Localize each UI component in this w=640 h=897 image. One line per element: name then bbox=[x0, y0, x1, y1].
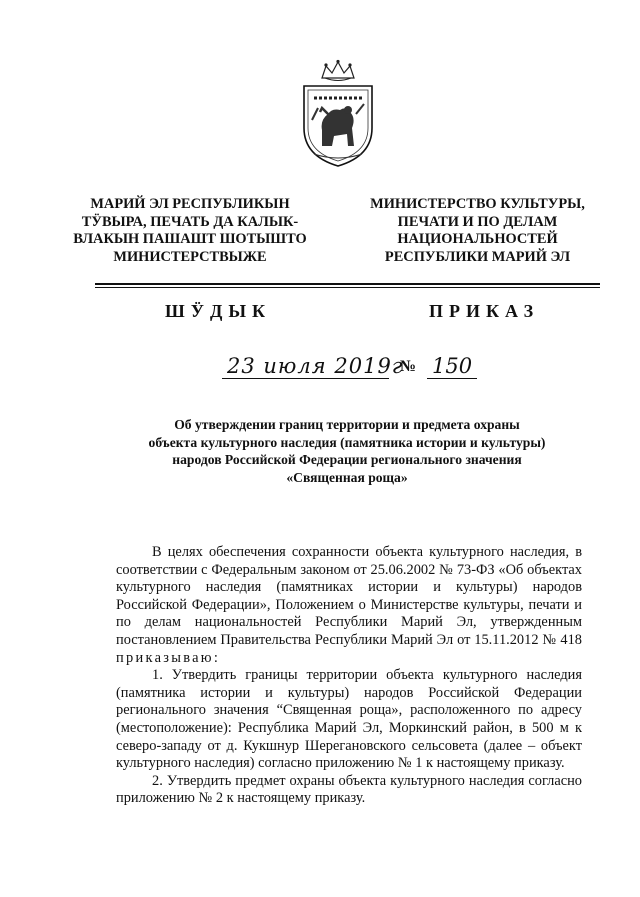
coat-of-arms-icon bbox=[292, 58, 384, 170]
header-right-line: МИНИСТЕРСТВО КУЛЬТУРЫ, bbox=[370, 196, 585, 212]
title-line: объекта культурного наследия (памятника истории и культуры) bbox=[148, 434, 546, 450]
header-right-line: НАЦИОНАЛЬНОСТЕЙ bbox=[397, 231, 558, 247]
title-line: народов Российской Федерации регионального значения bbox=[172, 452, 522, 468]
intro-text: В целях обеспечения сохранности объекта культурного наследия, в соответствии с Федеральным законом от 25.06.2002 № 73-ФЗ «Об объектах культурного наследия (памятниках истории и культуры) народов Российской Федерации», Положением о Министерстве культуры, печати и по делам национальностей Республики Марий Эл, утвержденным постановлением Правительства Республики Марий Эл от 15.11.2012 № 418 bbox=[116, 544, 582, 648]
header-divider-thin bbox=[95, 287, 600, 288]
header-left-line: МАРИЙ ЭЛ РЕСПУБЛИКЫН bbox=[90, 196, 290, 212]
title-line: «Священная роща» bbox=[286, 469, 408, 485]
order-body bbox=[116, 544, 582, 808]
number-underline bbox=[427, 378, 477, 379]
ministry-name-russian bbox=[355, 196, 600, 266]
decree-word: приказываю: bbox=[116, 649, 221, 666]
header-right-line: РЕСПУБЛИКИ МАРИЙ ЭЛ bbox=[384, 248, 571, 265]
header-left-line: МИНИСТЕРСТВЫЖЕ bbox=[113, 248, 267, 265]
order-number-handwritten: 150 bbox=[432, 354, 473, 378]
doc-type-russian: ПРИКАЗ bbox=[429, 301, 540, 321]
item-1-paragraph: 1. Утвердить границы территории объекта культурного наследия (памятника истории и культуры) народов Российской Федерации регионального значения “Священная роща», расположенного по адресу (местоположение): Республика Марий Эл, Моркинский район, в 500 м к северо-западу от д. Кукшнур Шерегановского сельсовета (далее – объект культурного наследия) согласно приложению № 1 к настоящему приказу. bbox=[116, 667, 582, 772]
header-left-line: ТӰВЫРА, ПЕЧАТЬ ДА КАЛЫК- bbox=[81, 213, 299, 230]
ministry-name-mari bbox=[70, 196, 310, 266]
item-2-paragraph: 2. Утвердить предмет охраны объекта культурного наследия согласно приложению № 2 к настоящему приказу. bbox=[116, 772, 582, 807]
intro-paragraph bbox=[116, 544, 582, 667]
header-left-line: ВЛАКЫН ПАШАШТ ШОТЫШТО bbox=[73, 231, 307, 247]
date-underline bbox=[222, 378, 389, 379]
order-date-handwritten: 23 июля 2019г bbox=[227, 354, 404, 378]
order-number-label: № bbox=[400, 358, 417, 375]
doc-type-mari: ШӰДЫК bbox=[165, 301, 272, 321]
order-title bbox=[96, 416, 598, 486]
header-divider-thick bbox=[95, 283, 600, 285]
title-line: Об утверждении границ территории и предмета охраны bbox=[174, 417, 520, 432]
header-right-line: ПЕЧАТИ И ПО ДЕЛАМ bbox=[397, 213, 558, 230]
